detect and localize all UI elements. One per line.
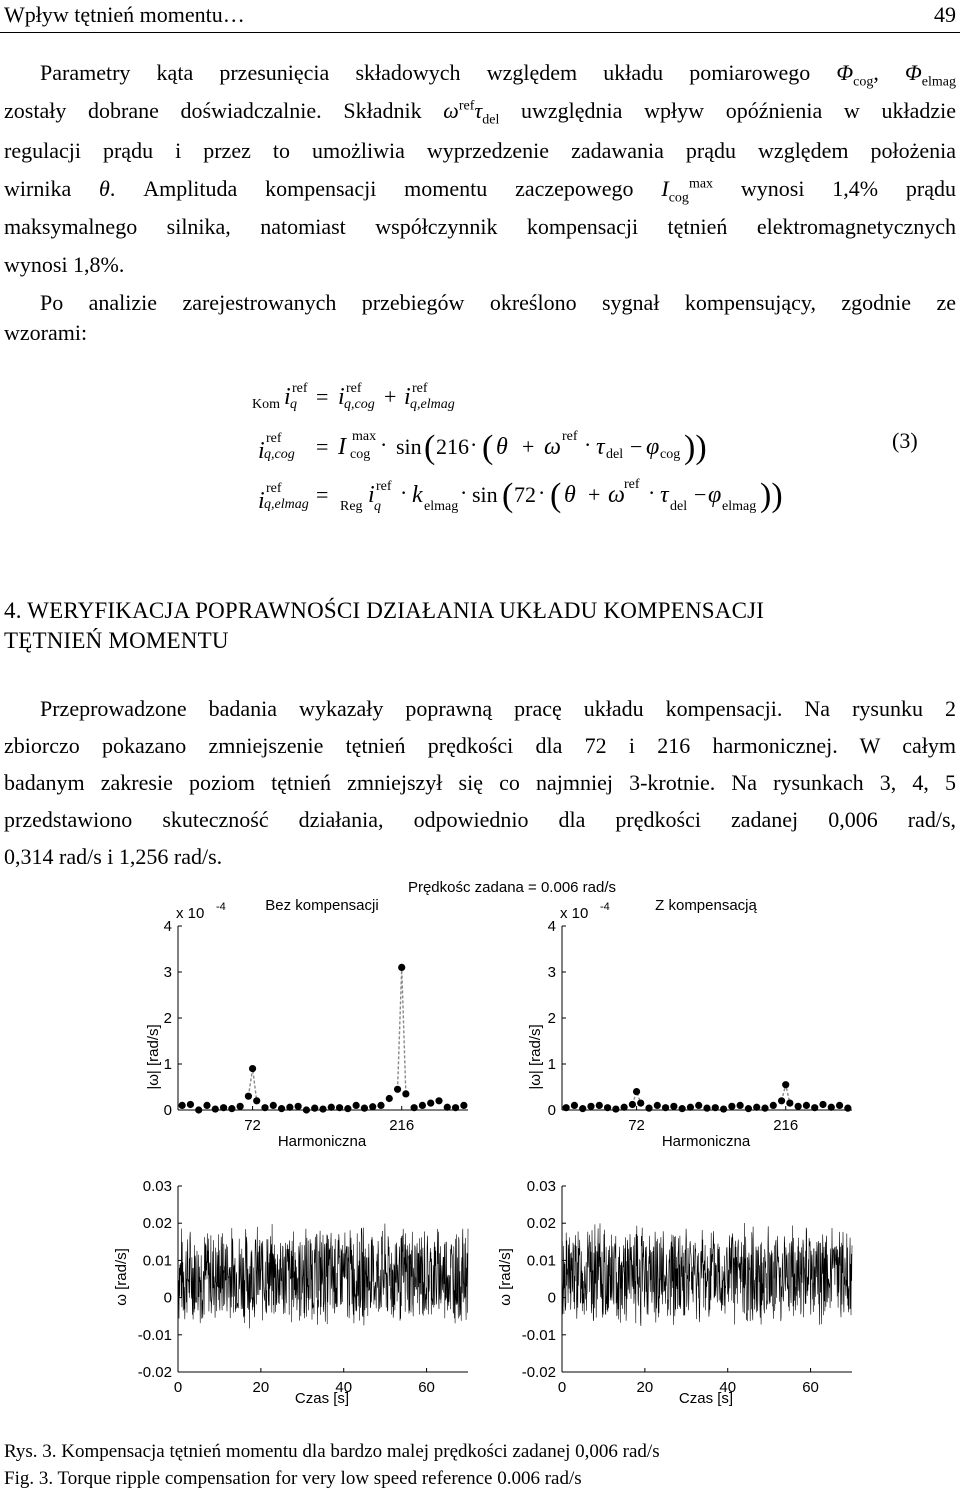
left-spectrum-xtick-label: 72 xyxy=(244,1117,261,1134)
right-spectrum-point xyxy=(770,1102,777,1109)
right-time-xtick-label: 60 xyxy=(802,1379,819,1396)
left-time-ytick-label: 0.03 xyxy=(142,1178,172,1195)
right-time-ylabel: ω [rad/s] xyxy=(497,1248,514,1306)
running-title: Wpływ tętnień momentu… xyxy=(4,2,245,27)
eq2-lparen2: ( xyxy=(482,429,494,466)
left-time-ytick-label: 0 xyxy=(163,1289,172,1307)
left-spectrum-point xyxy=(212,1105,219,1112)
right-spectrum-xlabel: Harmoniczna xyxy=(661,1133,751,1150)
right-spectrum-point xyxy=(654,1102,661,1109)
eq2-I: I xyxy=(338,434,346,460)
right-spectrum-ytick-label: 2 xyxy=(547,1010,556,1027)
right-spectrum-point xyxy=(629,1101,636,1108)
right-spectrum-point xyxy=(761,1105,768,1112)
eq1-kom: Kom xyxy=(252,397,280,412)
left-spectrum-point xyxy=(419,1102,426,1109)
figure-suptitle: Prędkośc zadana = 0.006 rad/s xyxy=(407,879,617,896)
left-exponent-power: -4 xyxy=(216,901,226,913)
eq2-lparen1: ( xyxy=(424,429,436,466)
left-spectrum-point xyxy=(278,1105,285,1112)
right-spectrum-point xyxy=(670,1103,677,1110)
paragraph1-line2: zostały dobrane doświadczalnie. Składnik $\omega^{ref}\tau_{del}$ uwzględnia wpływ opóźnienia w układzie xyxy=(4,98,956,128)
right-spectrum-point xyxy=(782,1081,789,1088)
paragraph2-line1: Po analizie zarejestrowanych przebiegów określono sygnał kompensujący, zgodnie ze xyxy=(40,290,956,315)
eq1-t1-sub: q,cog xyxy=(344,397,375,412)
right-spectrum-point xyxy=(621,1104,628,1111)
right-spectrum-point xyxy=(703,1105,710,1112)
eq3-n: 72 xyxy=(514,482,536,507)
left-spectrum-point xyxy=(402,1090,409,1097)
section-heading: 4. WERYFIKACJA POPRAWNOŚCI DZIAŁANIA UKŁADU KOMPENSACJI TĘTNIEŃ MOMENTU xyxy=(4,598,765,653)
left-spectrum-point xyxy=(411,1104,418,1111)
right-exponent-power: -4 xyxy=(600,901,610,913)
equation-number: (3) xyxy=(892,428,918,453)
left-time-xtick-label: 40 xyxy=(335,1379,353,1396)
right-spectrum-point xyxy=(786,1100,793,1107)
right-spectrum-point xyxy=(712,1104,719,1111)
left-spectrum-xtick-label: 216 xyxy=(389,1117,415,1134)
right-spectrum-xtick-label: 72 xyxy=(628,1117,645,1134)
left-time-ytick-label: -0.02 xyxy=(137,1364,172,1381)
eq1-t2-i: i xyxy=(404,384,411,410)
right-spectrum-ytick-label: 3 xyxy=(547,964,556,981)
right-spectrum-point xyxy=(679,1105,686,1112)
eq3-rparen: )) xyxy=(760,477,783,514)
right-spectrum-point xyxy=(579,1105,586,1112)
right-spectrum-point xyxy=(612,1105,619,1112)
paragraph2-line2: wzorami: xyxy=(4,320,88,345)
left-spectrum-point xyxy=(179,1102,186,1109)
left-time-ylabel: ω [rad/s] xyxy=(113,1248,130,1306)
right-time-ytick-label: 0.03 xyxy=(526,1178,556,1195)
paragraph1-line1: Parametry kąta przesunięcia składowych względem układu pomiarowego $\Phi_{cog}$, $\Phi_{elmag}$ xyxy=(40,60,956,90)
right-spectrum-point xyxy=(563,1104,570,1111)
eq2-I-sup: max xyxy=(352,429,377,444)
right-spectrum-point xyxy=(828,1104,835,1111)
right-spectrum-point xyxy=(604,1104,611,1111)
left-spectrum-ytick-label: 1 xyxy=(163,1056,172,1073)
paragraph3-line2: zbiorczo pokazano zmniejszenie tętnień prędkości dla 72 i 216 harmonicznej. W całym xyxy=(4,733,956,758)
eq3-lparen1: ( xyxy=(502,477,514,514)
eq2-n: 216 xyxy=(436,434,469,459)
eq2-lhs-i: i xyxy=(258,438,265,464)
right-spectrum-point xyxy=(844,1105,851,1112)
eq1-lhs-sup: ref xyxy=(292,381,308,396)
eq3-omega-sup: ref xyxy=(624,477,640,492)
left-spectrum-point xyxy=(303,1106,310,1113)
eq3-plus: + xyxy=(588,482,601,507)
eq2-rparen: )) xyxy=(684,429,707,466)
eq2-lhs-sub: q,cog xyxy=(264,447,295,462)
left-spectrum-point xyxy=(398,964,405,971)
left-spectrum-point xyxy=(187,1101,194,1108)
eq2-dot2: · xyxy=(470,432,478,457)
left-spectrum-peak-line xyxy=(398,967,406,1094)
eq3-phi-sub: elmag xyxy=(722,499,757,514)
left-spectrum-point xyxy=(336,1104,343,1111)
right-time-ytick-label: 0.01 xyxy=(526,1252,556,1270)
paragraph1-line3: regulacji prądu i przez to umożliwia wyprzedzenie zadawania prądu względem położenia xyxy=(4,138,956,163)
right-spectrum-point xyxy=(687,1104,694,1111)
paragraph1-line4: wirnika θ. Amplituda kompensacji momentu zaczepowego $I_{cog}^{max}$ wynosi 1,4% prądu xyxy=(4,176,957,206)
left-time-xtick-label: 60 xyxy=(418,1379,435,1396)
right-spectrum-point xyxy=(596,1102,603,1109)
eq3-lhs-sub: q,elmag xyxy=(264,497,309,512)
right-spectrum-point xyxy=(737,1102,744,1109)
left-spectrum-point xyxy=(452,1104,459,1111)
eq3-dot3: · xyxy=(538,480,546,505)
right-spectrum-point xyxy=(728,1103,735,1110)
right-time-ytick-label: 0.02 xyxy=(526,1215,556,1233)
right-time-ytick-label: -0.02 xyxy=(521,1364,556,1381)
paragraph1-line6: wynosi 1,8%. xyxy=(4,252,125,277)
eq2-tau: τ xyxy=(596,434,605,460)
eq2-dot1: · xyxy=(380,432,388,457)
eq2-tau-sub: del xyxy=(606,447,624,462)
right-exponent-base: x 10 xyxy=(560,905,589,922)
right-spectrum-point xyxy=(836,1102,843,1109)
left-spectrum-point xyxy=(328,1104,335,1111)
left-spectrum-point xyxy=(237,1103,244,1110)
eq2-phi: φ xyxy=(646,434,660,460)
figure-3 xyxy=(0,872,960,1437)
eq2-lhs-sup: ref xyxy=(266,431,282,446)
right-time-xlabel: Czas [s] xyxy=(678,1390,734,1407)
eq3-omega: ω xyxy=(608,482,625,508)
paragraph3-line1: Przeprowadzone badania wykazały poprawną pracę układu kompensacji. Na rysunku 2 xyxy=(40,696,956,721)
left-spectrum-point xyxy=(253,1097,260,1104)
equation-block xyxy=(240,372,800,532)
left-spectrum-ylabel: |ω| [rad/s] xyxy=(145,1024,162,1090)
eq2-omega-sup: ref xyxy=(562,429,578,444)
eq1-equals: = xyxy=(316,384,329,409)
eq1-lhs-i: i xyxy=(284,384,291,410)
right-time-xtick-label: 20 xyxy=(636,1379,654,1396)
right-time-xtick-label: 40 xyxy=(719,1379,737,1396)
left-spectrum-point xyxy=(220,1104,227,1111)
eq1-t2-sup: ref xyxy=(412,381,428,396)
right-spectrum-point xyxy=(637,1100,644,1107)
right-spectrum-point xyxy=(811,1104,818,1111)
left-spectrum-point xyxy=(195,1106,202,1113)
right-time-signal xyxy=(562,1223,852,1326)
right-spectrum-ytick-label: 1 xyxy=(547,1056,556,1073)
right-spectrum-xtick-label: 216 xyxy=(773,1117,799,1134)
figure-svg xyxy=(0,872,960,1432)
left-spectrum-xlabel: Harmoniczna xyxy=(277,1133,367,1150)
left-exponent-base: x 10 xyxy=(176,905,205,922)
right-spectrum-ylabel: |ω| [rad/s] xyxy=(527,1024,544,1090)
eq3-dot2: · xyxy=(460,480,468,505)
left-spectrum-point xyxy=(361,1105,368,1112)
eq3-dot4: · xyxy=(648,480,656,505)
left-spectrum-point xyxy=(245,1093,252,1100)
eq3-k: k xyxy=(412,482,423,508)
left-spectrum-point xyxy=(319,1105,326,1112)
eq3-reg: Reg xyxy=(340,499,363,514)
paragraph1-line5: maksymalnego silnika, natomiast współczynnik kompensacji tętnień elektromagnetycznych xyxy=(4,214,956,239)
eq2-omega: ω xyxy=(544,434,561,460)
left-spectrum-ytick-label: 2 xyxy=(163,1010,172,1027)
paragraph3-line4: przedstawiono skuteczność działania, odpowiednio dla prędkości zadanej 0,006 rad/s, xyxy=(4,807,956,832)
right-spectrum-point xyxy=(778,1097,785,1104)
left-spectrum-ytick-label: 3 xyxy=(163,964,172,981)
left-spectrum-ytick-label: 4 xyxy=(163,918,172,935)
left-spectrum-point xyxy=(460,1102,467,1109)
left-time-ytick-label: 0.02 xyxy=(142,1215,172,1233)
right-spectrum-ytick-label: 0 xyxy=(547,1102,556,1119)
left-spectrum-point xyxy=(270,1102,277,1109)
right-spectrum-point xyxy=(803,1102,810,1109)
right-spectrum-point xyxy=(662,1104,669,1111)
eq1-t1-sup: ref xyxy=(346,381,362,396)
eq3-k-sub: elmag xyxy=(424,499,459,514)
right-spectrum-point xyxy=(633,1088,640,1095)
eq3-phi: φ xyxy=(708,482,722,508)
left-spectrum-point xyxy=(286,1104,293,1111)
eq2-plus: + xyxy=(522,434,535,459)
eq3-tau-sub: del xyxy=(670,499,688,514)
eq1-lhs-sub: q xyxy=(290,397,297,412)
eq1-t1-i: i xyxy=(338,384,345,410)
left-time-ytick-label: -0.01 xyxy=(137,1326,172,1344)
right-time-ytick-label: -0.01 xyxy=(521,1326,556,1344)
eq3-equals: = xyxy=(316,482,329,507)
paragraph3-line3: badanym zakresie poziom tętnień zmniejszył się co najmniej 3-krotnie. Na rysunkach 3, 4, 5 xyxy=(4,770,956,795)
right-spectrum-point xyxy=(795,1103,802,1110)
right-spectrum-point xyxy=(571,1102,578,1109)
left-time-xlabel: Czas [s] xyxy=(294,1390,350,1407)
left-spectrum-point xyxy=(311,1105,318,1112)
left-time-xtick-label: 0 xyxy=(173,1379,183,1396)
eq2-minus: − xyxy=(630,434,643,459)
left-spectrum-point xyxy=(344,1105,351,1112)
left-spectrum-point xyxy=(369,1103,376,1110)
eq3-lparen2: ( xyxy=(550,477,562,514)
left-spectrum-point xyxy=(295,1103,302,1110)
eq3-lhs-sup: ref xyxy=(266,481,282,496)
right-spectrum-point xyxy=(587,1103,594,1110)
right-spectrum-point xyxy=(695,1102,702,1109)
left-spectrum-point xyxy=(228,1105,235,1112)
left-time-ytick-label: 0.01 xyxy=(142,1252,172,1270)
left-spectrum-point xyxy=(427,1100,434,1107)
eq3-lhs-i: i xyxy=(258,488,265,514)
right-time-xtick-label: 0 xyxy=(557,1379,567,1396)
eq2-sin: sin xyxy=(396,434,422,459)
eq3-sin: sin xyxy=(472,482,498,507)
left-panel-title: Bez kompensacji xyxy=(265,897,379,914)
right-spectrum-point xyxy=(819,1101,826,1108)
eq1-plus: + xyxy=(384,384,397,409)
left-spectrum-point xyxy=(377,1102,384,1109)
eq3-i-sup: ref xyxy=(376,479,392,494)
eq2-dot3: · xyxy=(584,432,592,457)
paragraph3-line5: 0,314 rad/s i 1,256 rad/s. xyxy=(4,844,223,869)
eq2-theta: θ xyxy=(496,434,508,460)
left-time-xtick-label: 20 xyxy=(252,1379,270,1396)
left-spectrum-point xyxy=(249,1065,256,1072)
eq3-dot1: · xyxy=(400,480,408,505)
eq3-tau: τ xyxy=(660,482,669,508)
caption-en: Fig. 3. Torque ripple compensation for very low speed reference 0.006 rad/s xyxy=(4,1468,582,1489)
eq2-equals: = xyxy=(316,434,329,459)
caption-pl: Rys. 3. Kompensacja tętnień momentu dla bardzo malej prędkości zadanej 0,006 rad/s xyxy=(4,1441,660,1462)
eq1-t2-sub: q,elmag xyxy=(410,397,455,412)
left-spectrum-point xyxy=(394,1086,401,1093)
eq3-minus: − xyxy=(694,482,707,507)
left-spectrum-point xyxy=(444,1104,451,1111)
left-spectrum-point xyxy=(261,1104,268,1111)
right-spectrum-point xyxy=(645,1105,652,1112)
page-number: 49 xyxy=(934,2,956,27)
eq3-i-sub: q xyxy=(374,499,381,514)
right-spectrum-point xyxy=(720,1105,727,1112)
left-spectrum-point xyxy=(203,1102,210,1109)
right-panel-title: Z kompensacją xyxy=(655,897,757,914)
left-spectrum-point xyxy=(353,1102,360,1109)
eq2-phi-sub: cog xyxy=(660,447,681,462)
eq3-i: i xyxy=(368,482,375,508)
right-spectrum-point xyxy=(753,1104,760,1111)
eq2-I-sub: cog xyxy=(350,447,371,462)
right-time-ytick-label: 0 xyxy=(547,1289,556,1307)
left-spectrum-point xyxy=(435,1097,442,1104)
right-spectrum-point xyxy=(745,1105,752,1112)
left-spectrum-ytick-label: 0 xyxy=(163,1102,172,1119)
left-spectrum-point xyxy=(386,1095,393,1102)
eq3-theta: θ xyxy=(564,482,576,508)
right-spectrum-ytick-label: 4 xyxy=(547,918,556,935)
left-time-signal xyxy=(178,1224,468,1329)
